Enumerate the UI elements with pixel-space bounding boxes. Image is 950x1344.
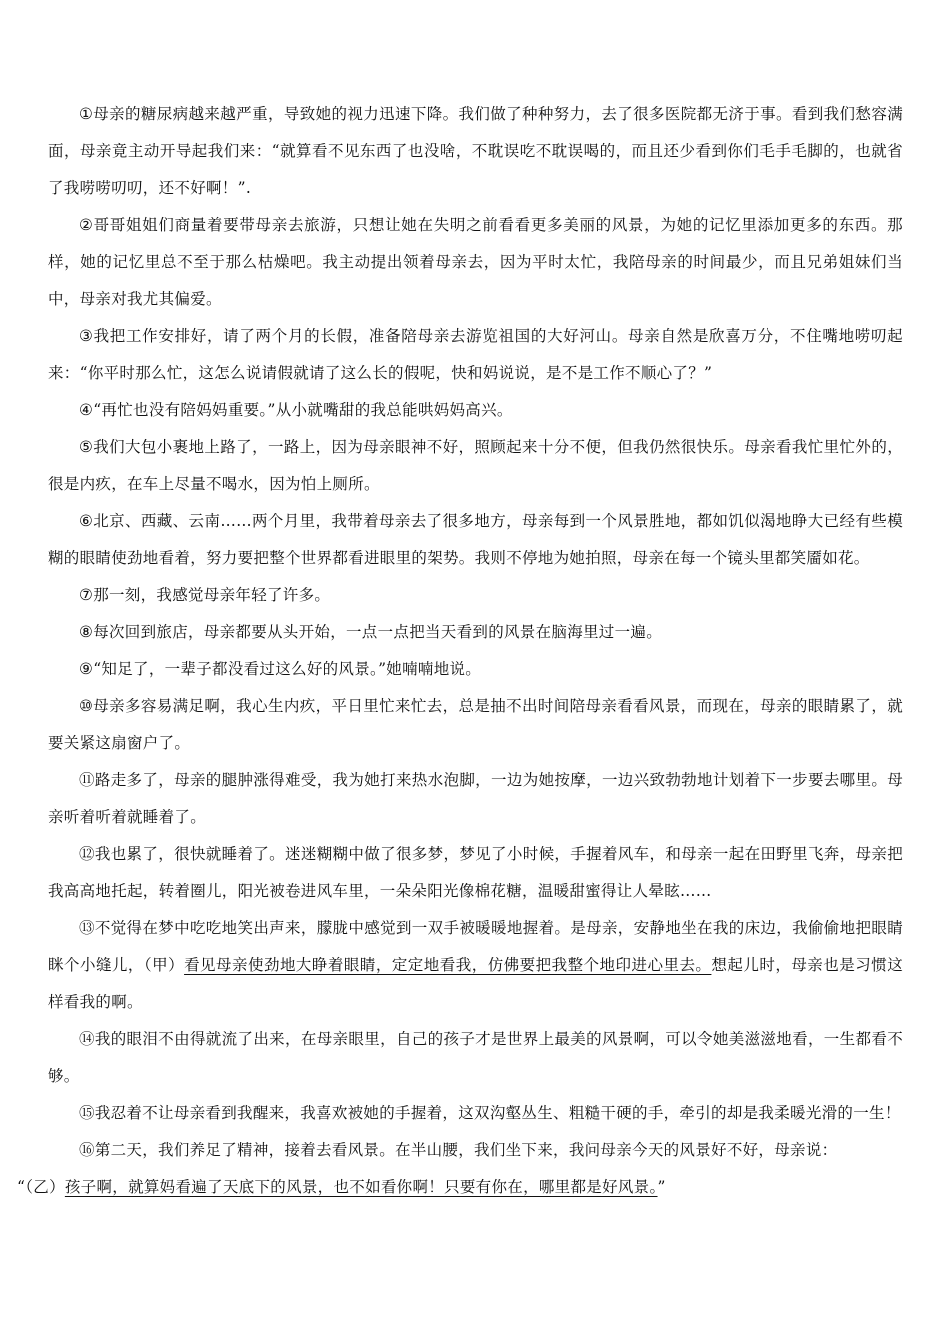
paragraph-number: ② <box>79 216 94 234</box>
paragraph-15 <box>48 1095 903 1132</box>
paragraph <box>48 318 903 392</box>
paragraph-number: ⑮ <box>79 1104 95 1122</box>
paragraph-16 <box>17 1132 903 1206</box>
paragraph-number: ⑪ <box>79 771 95 789</box>
paragraph-text: 想起儿时，母亲也是习惯这样看我的啊。 <box>48 956 904 1011</box>
paragraph-number: ⑯ <box>79 1141 95 1159</box>
paragraph-text: 哥哥姐姐们商量着要带母亲去旅游，只想让她在失明之前看看更多美丽的风景，为她的记忆里添加更多的东西。那样，她的记忆里总不至于那么枯燥吧。我主动提出领着母亲去，因为平时太忙，我陪母亲的时间最少，而且兄弟姐妹们当中，母亲对我尤其偏爱。 <box>48 216 903 308</box>
paragraph <box>48 503 903 577</box>
paragraph-number: ④ <box>79 401 94 419</box>
paragraph <box>48 651 903 688</box>
paragraph-text: “知足了，一辈子都没看过这么好的风景。”她喃喃地说。 <box>93 660 482 678</box>
paragraph-text: 第二天，我们养足了精神，接着去看风景。在半山腰，我们坐下来，我问母亲今天的风景好不好，母亲说： <box>94 1141 838 1159</box>
paragraph-text: 路走多了，母亲的腿肿涨得难受，我为她打来热水泡脚，一边为她按摩，一边兴致勃勃地计划着下一步要去哪里。母亲听着听着就睡着了。 <box>48 771 903 826</box>
paragraph-13 <box>48 910 903 1021</box>
paragraph-text: 我也累了，很快就睡着了。迷迷糊糊中做了很多梦，梦见了小时候，手握着风车，和母亲一起在田野里飞奔，母亲把我高高地托起，转着圈儿，阳光被卷进风车里，一朵朵阳光像棉花糖，温暖甜蜜得让人晕眩…… <box>48 845 903 900</box>
paragraph-text: 不觉得在梦中吃吃地笑出声来，朦胧中感觉到一双手被暖暖地握着。是母亲，安静地坐在我的床边，我偷偷地把眼睛眯个小缝儿，（甲） <box>48 919 903 974</box>
paragraph-text: 我把工作安排好，请了两个月的长假，准备陪母亲去游览祖国的大好河山。母亲自然是欣喜万分，不住嘴地唠叨起来：“你平时那么忙，这怎么说请假就请了这么长的假呢，快和妈说说，是不是工作不顺心了？” <box>48 327 903 382</box>
paragraph-number: ⑨ <box>79 660 94 678</box>
paragraph-number: ⑭ <box>79 1030 95 1048</box>
underlined-sentence-yi: 孩子啊，就算妈看遍了天底下的风景，也不如看你啊！只要有你在，哪里都是好风景。 <box>64 1178 658 1196</box>
underlined-sentence-jia: 看见母亲使劲地大睁着眼睛，定定地看我，仿佛要把我整个地印进心里去。 <box>184 956 712 974</box>
paragraph <box>48 429 903 503</box>
paragraph-text: 北京、西藏、云南……两个月里，我带着母亲去了很多地方，母亲每到一个风景胜地，都如饥似渴地睁大已经有些模糊的眼睛使劲地看着，努力要把整个世界都看进眼里的架势。我则不停地为她拍照，母亲在每一个镜头里都笑靥如花。 <box>48 512 903 567</box>
paragraph-number: ⑩ <box>79 697 94 715</box>
paragraph-number: ⑫ <box>79 845 95 863</box>
quote-close: ” <box>657 1178 666 1196</box>
paragraph <box>48 207 903 318</box>
paragraph-number: ⑧ <box>79 623 94 641</box>
paragraph-number: ③ <box>79 327 94 345</box>
paragraph-text: 每次回到旅店，母亲都要从头开始，一点一点把当天看到的风景在脑海里过一遍。 <box>93 623 663 641</box>
paragraph-number: ⑥ <box>79 512 94 530</box>
paragraph <box>48 836 903 910</box>
paragraph <box>48 688 903 762</box>
quote-open: “（乙） <box>17 1178 65 1196</box>
paragraph <box>48 392 903 429</box>
paragraph <box>48 762 903 836</box>
paragraph-text: 母亲多容易满足啊，我心生内疚，平日里忙来忙去，总是抽不出时间陪母亲看看风景，而现在，母亲的眼睛累了，就要关紧这扇窗户了。 <box>48 697 903 752</box>
paragraph <box>48 96 903 207</box>
paragraph-text: 母亲的糖尿病越来越严重，导致她的视力迅速下降。我们做了种种努力，去了很多医院都无济于事。看到我们愁容满面，母亲竟主动开导起我们来：“就算看不见东西了也没啥，不耽误吃不耽误喝的，而且还少看到你们毛手毛脚的，也就省了我唠唠叨叨，还不好啊！”. <box>48 105 903 197</box>
paragraph-text: 我们大包小裹地上路了，一路上，因为母亲眼神不好，照顾起来十分不便，但我仍然很快乐。母亲看我忙里忙外的，很是内疚，在车上尽量不喝水，因为怕上厕所。 <box>48 438 903 493</box>
paragraph <box>48 614 903 651</box>
paragraph-number: ⑤ <box>79 438 94 456</box>
paragraph-text: 那一刻，我感觉母亲年轻了许多。 <box>93 586 331 604</box>
document-page <box>17 96 904 1206</box>
paragraph-text: 我的眼泪不由得就流了出来，在母亲眼里，自己的孩子才是世界上最美的风景啊，可以令她美滋滋地看，一生都看不够。 <box>48 1030 903 1085</box>
paragraph-text: “再忙也没有陪妈妈重要。”从小就嘴甜的我总能哄妈妈高兴。 <box>93 401 513 419</box>
paragraph-number: ① <box>79 105 94 123</box>
paragraph-list <box>48 96 903 910</box>
paragraph-14 <box>48 1021 903 1095</box>
paragraph-number: ⑦ <box>79 586 94 604</box>
paragraph <box>48 577 903 614</box>
paragraph-number: ⑬ <box>79 919 95 937</box>
paragraph-text: 我忍着不让母亲看到我醒来，我喜欢被她的手握着，这双沟壑丛生、粗糙干硬的手，牵引的却是我柔暖光滑的一生！ <box>94 1104 901 1122</box>
